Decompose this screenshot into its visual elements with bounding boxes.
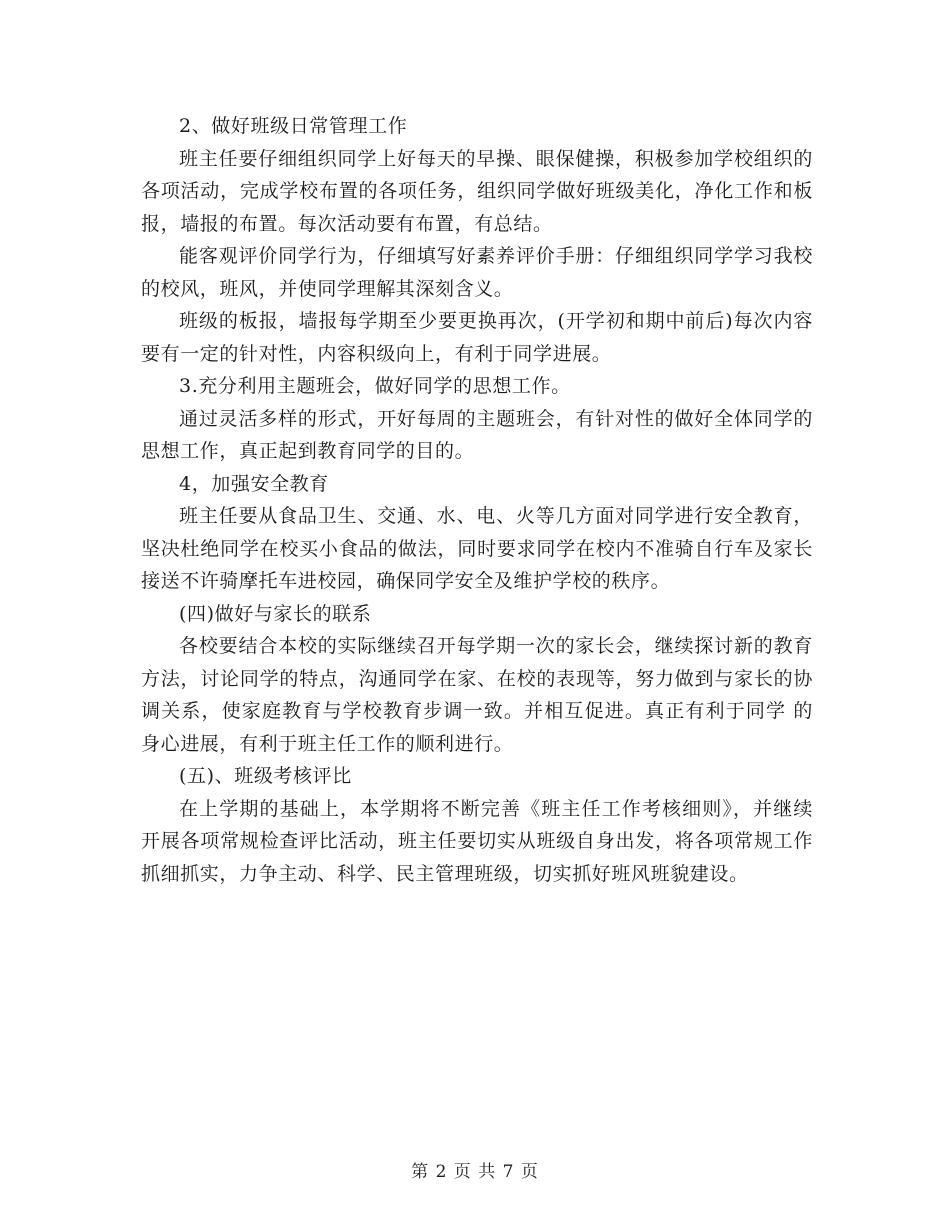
section-heading-safety-education: 4，加强安全教育 <box>179 472 329 495</box>
section-heading-daily-management: 2、做好班级日常管理工作 <box>179 115 408 137</box>
paragraph-blackboard-newsletter: 班级的板报，墙报每学期至少要更换再次，(开学初和期中前后)每次内容要有一定的针对性，内容积级向上，有利于同学进展。 <box>141 310 813 365</box>
section-heading-class-meeting: 3.充分利用主题班会，做好同学的思想工作。 <box>179 375 571 397</box>
paragraph-class-meeting: 通过灵活多样的形式，开好每周的主题班会，有针对性的做好全体同学的思想工作，真正起到教育同学的目的。 <box>141 407 813 462</box>
section-heading-class-assessment: (五)、班级考核评比 <box>179 765 352 787</box>
paragraph-class-assessment: 在上学期的基础上，本学期将不断完善《班主任工作考核细则》，并继续开展各项常规检查评比活动，班主任要切实从班级自身出发，将各项常规工作抓细抓实，力争主动、科学、民主管理班级，切实抓好班风班貌建设。 <box>141 797 813 885</box>
paragraph-class-activities: 班主任要仔细组织同学上好每天的早操、眼保健操，积极参加学校组织的各项活动，完成学校布置的各项任务，组织同学做好班级美化，净化工作和板报，墙报的布置。每次活动要有布置，有总结。 <box>141 147 813 235</box>
paragraph-student-evaluation: 能客观评价同学行为，仔细填写好素养评价手册：仔细组织同学学习我校的校风，班风，并使同学理解其深刻含义。 <box>141 245 813 300</box>
document-body <box>141 110 813 890</box>
section-heading-parent-contact: (四)做好与家长的联系 <box>179 602 372 625</box>
page-number-footer: 第 2 页 共 7 页 <box>411 1162 539 1182</box>
paragraph-safety-education: 班主任要从食品卫生、交通、水、电、火等几方面对同学进行安全教育，坚决杜绝同学在校买小食品的做法，同时要求同学在校内不准骑自行车及家长接送不许骑摩托车进校园，确保同学安全及维护学校的秩序。 <box>141 505 813 592</box>
paragraph-parent-contact: 各校要结合本校的实际继续召开每学期一次的家长会，继续探讨新的教育方法，讨论同学的特点，沟通同学在家、在校的表现等，努力做到与家长的协调关系，使家庭教育与学校教育步调一致。并相互促进。真正有利于同学 的身心进展，有利于班主任工作的顺利进行。 <box>141 635 813 755</box>
